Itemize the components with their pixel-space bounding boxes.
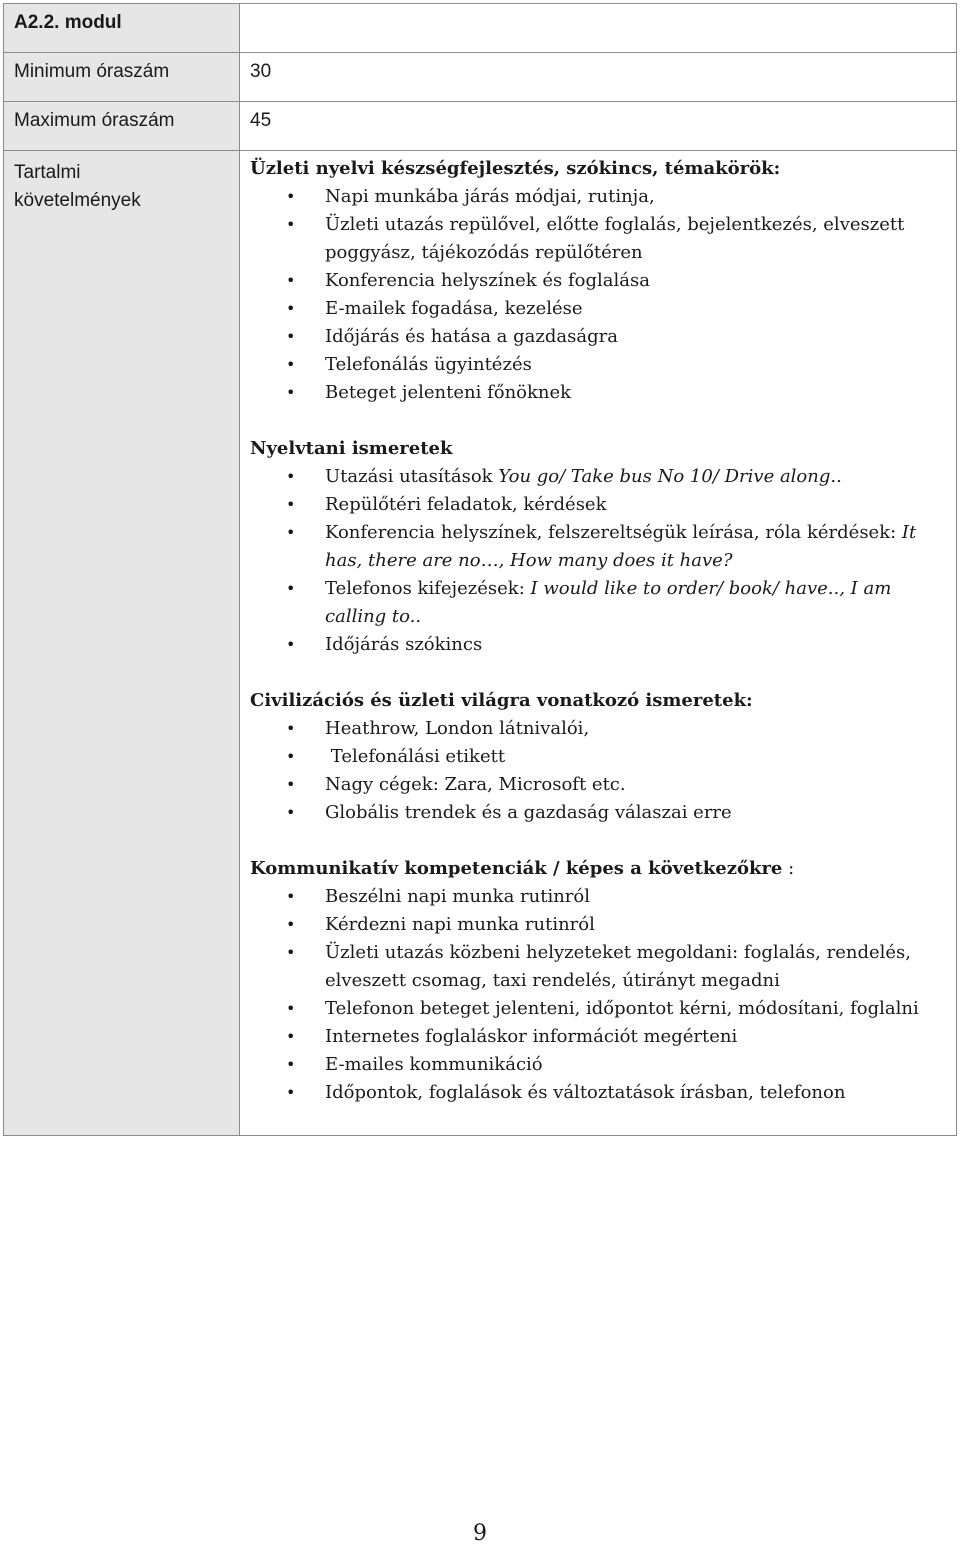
module-title-empty-cell [240,4,957,53]
bullet-icon: • [286,1055,296,1074]
module-table [3,3,957,1136]
list-item: • E-mailes kommunikáció [250,1051,946,1079]
bullet-icon: • [286,467,296,486]
list-item: • Konferencia helyszínek, felszereltségük leírása, róla kérdések: It has, there are no…, How many does it have? [250,519,946,575]
list-item: • Beteget jelenteni főnöknek [250,379,946,407]
section-grammar-list [250,463,946,659]
module-title: A2.2. modul [4,4,240,53]
list-item: • Globális trendek és a gazdaság válaszai erre [250,799,946,827]
section-communicative [250,855,946,1107]
bullet-icon: • [286,943,296,962]
bullet-icon: • [286,719,296,738]
section-grammar-title: Nyelvtani ismeretek [250,438,453,459]
min-hours-label: Minimum óraszám [4,53,240,102]
requirements-content [240,151,957,1136]
bullet-icon: • [286,355,296,374]
section-communicative-list [250,883,946,1107]
bullet-icon: • [286,803,296,822]
list-item: • Kérdezni napi munka rutinról [250,911,946,939]
list-item: • Heathrow, London látnivalói, [250,715,946,743]
list-item: • Beszélni napi munka rutinról [250,883,946,911]
list-item: • Időjárás és hatása a gazdaságra [250,323,946,351]
section-grammar [250,435,946,659]
bullet-icon: • [286,775,296,794]
min-hours-value: 30 [240,53,957,102]
section-skills-list [250,183,946,407]
section-civilization [250,687,946,827]
list-item: • Repülőtéri feladatok, kérdések [250,491,946,519]
bullet-icon: • [286,579,296,598]
section-communicative-title: Kommunikatív kompetenciák / képes a következőkre : [250,858,795,879]
list-item: • Üzleti utazás repülővel, előtte foglalás, bejelentkezés, elveszett poggyász, tájékozódás repülőtéren [250,211,946,267]
requirements-label-line2: követelmények [14,190,141,211]
list-item: • Utazási utasítások You go/ Take bus No 10/ Drive along.. [250,463,946,491]
bullet-icon: • [286,215,296,234]
bullet-icon: • [286,523,296,542]
requirements-label [4,151,240,1136]
bullet-icon: • [286,1083,296,1102]
bullet-icon: • [286,915,296,934]
list-item: • Időpontok, foglalások és változtatások írásban, telefonon [250,1079,946,1107]
bullet-icon: • [286,999,296,1018]
section-civilization-list [250,715,946,827]
bullet-icon: • [286,299,296,318]
section-civilization-title: Civilizációs és üzleti világra vonatkozó ismeretek: [250,690,753,711]
bullet-icon: • [286,187,296,206]
bullet-icon: • [286,887,296,906]
list-item: • Nagy cégek: Zara, Microsoft etc. [250,771,946,799]
requirements-label-line1: Tartalmi [14,162,81,183]
bullet-icon: • [286,383,296,402]
page-number: 9 [473,1521,487,1546]
max-hours-value: 45 [240,102,957,151]
bullet-icon: • [286,327,296,346]
bullet-icon: • [286,1027,296,1046]
section-skills [250,155,946,407]
bullet-icon: • [286,495,296,514]
max-hours-label: Maximum óraszám [4,102,240,151]
list-item: • Telefonálás ügyintézés [250,351,946,379]
list-item: • Napi munkába járás módjai, rutinja, [250,183,946,211]
bullet-icon: • [286,635,296,654]
bullet-icon: • [286,271,296,290]
list-item: • Konferencia helyszínek és foglalása [250,267,946,295]
list-item: • Internetes foglaláskor információt megérteni [250,1023,946,1051]
section-skills-title: Üzleti nyelvi készségfejlesztés, szókincs, témakörök: [250,158,781,179]
list-item: • Üzleti utazás közbeni helyzeteket megoldani: foglalás, rendelés, elveszett csomag, taxi rendelés, útirányt megadni [250,939,946,995]
list-item: • Telefonos kifejezések: I would like to order/ book/ have.., I am calling to.. [250,575,946,631]
list-item: • Telefonálási etikett [250,743,946,771]
bullet-icon: • [286,747,296,766]
list-item: • E-mailek fogadása, kezelése [250,295,946,323]
list-item: • Időjárás szókincs [250,631,946,659]
list-item: • Telefonon beteget jelenteni, időpontot kérni, módosítani, foglalni [250,995,946,1023]
